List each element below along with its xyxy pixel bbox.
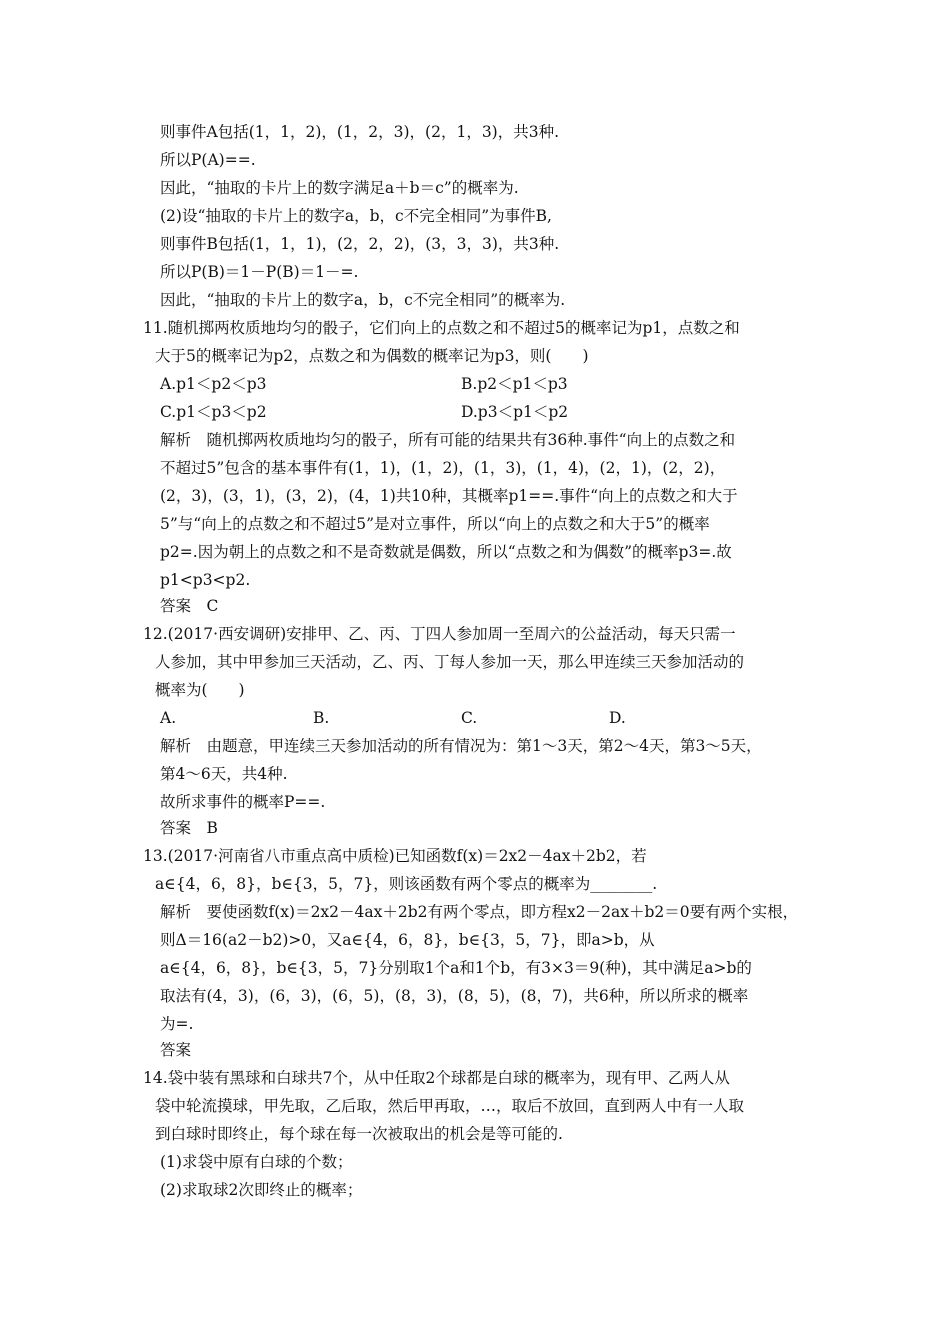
solution-line: 解析 由题意，甲连续三天参加活动的所有情况为：第1～3天，第2～4天，第3～5天， (160, 737, 762, 755)
option-b: B. (313, 709, 330, 727)
text-line: 则事件A包括(1，1，2)，(1，2，3)，(2，1，3)，共3种. (160, 123, 560, 141)
option-a: A. (160, 709, 177, 727)
text-line: 人参加，其中甲参加三天活动，乙、丙、丁每人参加一天，那么甲连续三天参加活动的 (155, 653, 745, 671)
answer-line: 答案 (160, 1041, 192, 1059)
text-line: 因此，“抽取的卡片上的数字满足a＋b＝c”的概率为. (160, 179, 519, 197)
sub-question: (1)求袋中原有白球的个数； (160, 1153, 353, 1171)
question-12-stem: 12.(2017·西安调研)安排甲、乙、丙、丁四人参加周一至周六的公益活动，每天只需一 (143, 625, 736, 643)
solution-line: 为=. (160, 1015, 194, 1033)
text-line: 到白球时即终止，每个球在每一次被取出的机会是等可能的. (155, 1125, 563, 1143)
solution-line: 第4～6天，共4种. (160, 765, 288, 783)
answer-line: 答案 C (160, 597, 219, 615)
text-line: 概率为( ) (155, 681, 245, 699)
text-line: 袋中轮流摸球，甲先取，乙后取，然后甲再取，…，取后不放回，直到两人中有一人取 (155, 1097, 745, 1115)
question-13-stem: 13.(2017·河南省八市重点高中质检)已知函数f(x)＝2x2－4ax＋2b2，若 (143, 847, 647, 865)
question-14-stem: 14.袋中装有黑球和白球共7个，从中任取2个球都是白球的概率为，现有甲、乙两人从 (143, 1069, 730, 1087)
text-line: 所以P(A)==. (160, 151, 256, 169)
text-line: 因此，“抽取的卡片上的数字a，b，c不完全相同”的概率为. (160, 291, 566, 309)
text-line: (2)设“抽取的卡片上的数字a，b，c不完全相同”为事件B, (160, 207, 552, 225)
option-b: B.p2＜p1＜p3 (461, 375, 568, 393)
solution-line: 解析 要使函数f(x)＝2x2－4ax＋2b2有两个零点，即方程x2－2ax＋b2＝0要有两个实根， (160, 903, 799, 921)
text-line: 所以P(B)＝1－P(B)＝1－=. (160, 263, 359, 281)
solution-line: 不超过5”包含的基本事件有(1，1)，(1，2)，(1，3)，(1，4)，(2，1)，(2，2)， (160, 459, 726, 477)
option-d: D.p3＜p1＜p2 (461, 403, 569, 421)
solution-line: 5”与“向上的点数之和不超过5”是对立事件，所以“向上的点数之和大于5”的概率 (160, 515, 710, 533)
option-c: C. (461, 709, 478, 727)
answer-line: 答案 B (160, 819, 218, 837)
option-c: C.p1＜p3＜p2 (160, 403, 267, 421)
solution-line: a∈{4，6，8}，b∈{3，5，7}分别取1个a和1个b，有3×3＝9(种)，其中满足a>b的 (160, 959, 752, 977)
solution-line: p1<p3<p2. (160, 571, 251, 589)
solution-line: 解析 随机掷两枚质地均匀的骰子，所有可能的结果共有36种.事件“向上的点数之和 (160, 431, 736, 449)
text-line: a∈{4，6，8}，b∈{3，5，7}，则该函数有两个零点的概率为________. (155, 875, 658, 893)
solution-line: p2=.因为朝上的点数之和不是奇数就是偶数，所以“点数之和为偶数”的概率p3=.故 (160, 543, 732, 561)
text-line: 大于5的概率记为p2，点数之和为偶数的概率记为p3，则( ) (155, 347, 589, 365)
solution-line: 取法有(4，3)，(6，3)，(6，5)，(8，3)，(8，5)，(8，7)，共6种，所以所求的概率 (160, 987, 749, 1005)
solution-line: 则Δ＝16(a2－b2)>0，又a∈{4，6，8}，b∈{3，5，7}，即a>b，从 (160, 931, 655, 949)
option-a: A.p1＜p2＜p3 (160, 375, 267, 393)
option-d: D. (609, 709, 626, 727)
solution-line: 故所求事件的概率P==. (160, 793, 326, 811)
text-line: 则事件B包括(1，1，1)，(2，2，2)，(3，3，3)，共3种. (160, 235, 560, 253)
solution-line: (2，3)，(3，1)，(3，2)，(4，1)共10种，其概率p1==.事件“向上的点数之和大于 (160, 487, 738, 505)
sub-question: (2)求取球2次即终止的概率； (160, 1181, 363, 1199)
question-11-stem: 11.随机掷两枚质地均匀的骰子，它们向上的点数之和不超过5的概率记为p1，点数之和 (143, 319, 740, 337)
